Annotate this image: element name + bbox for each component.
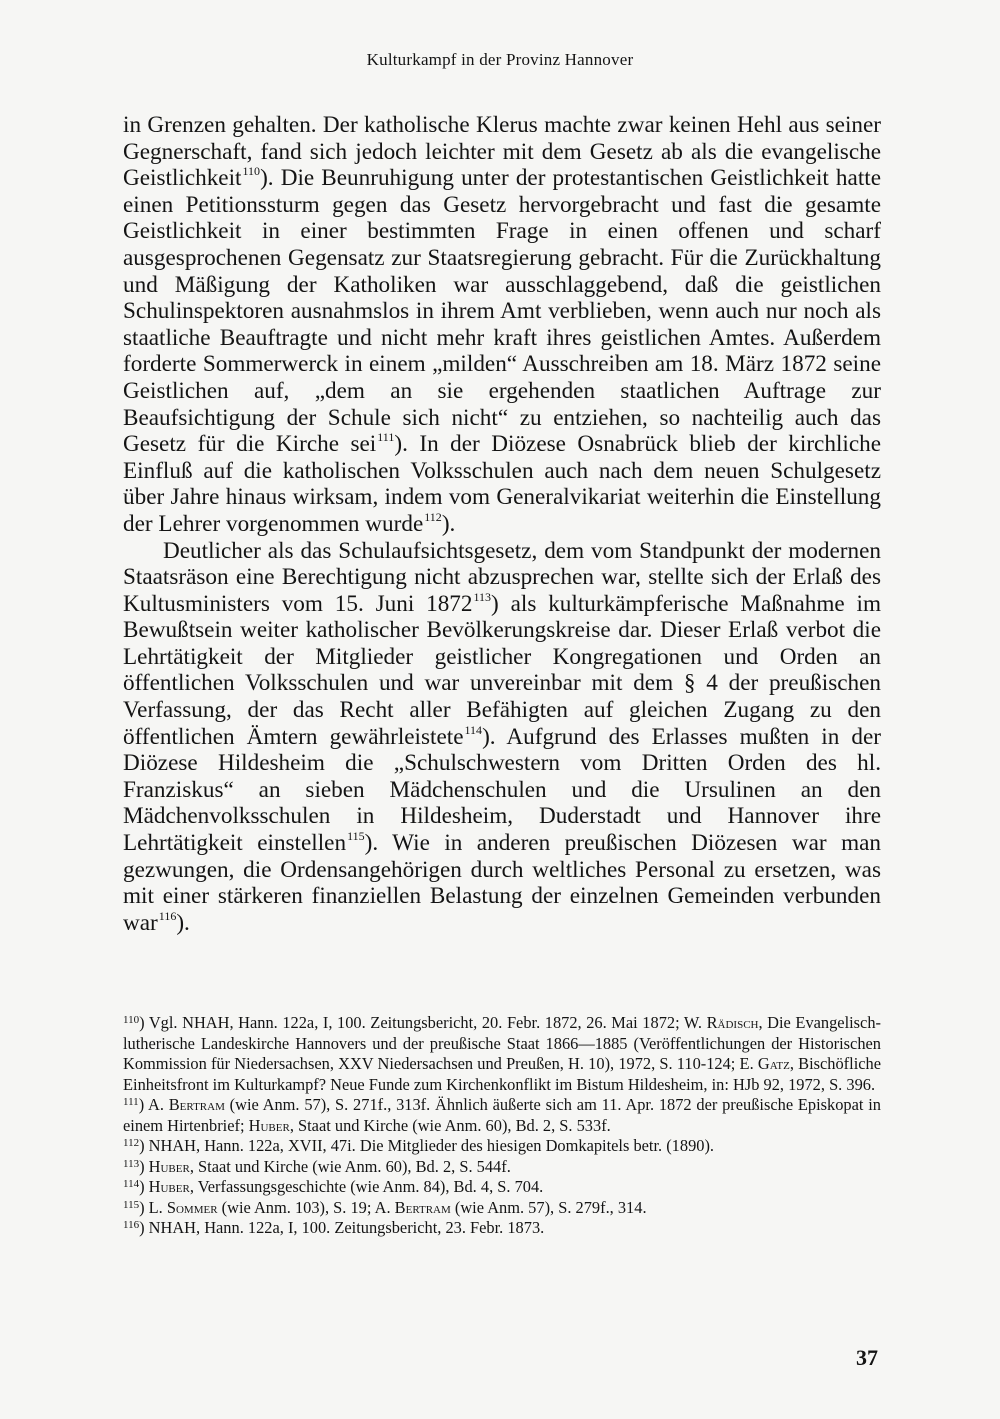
author-name: Bertram <box>168 1095 225 1114</box>
text-run: ). Aufgrund des Erlasses mußten in der Diözese Hildesheim die „Schulschwestern vom Dritten Orden des hl. Franziskus“ an sieben Mädchenschulen und die Ursulinen an den Mädchenvolksschulen in Hildesheim, Duderstadt und Hannover ihre Lehrtätigkeit einstellen <box>123 723 882 857</box>
text-run: (wie Anm. 103), S. 19; A. <box>217 1197 395 1217</box>
text-run: ). In der Diözese Osnabrück blieb der kirchliche Einfluß auf die katholischen Volksschulen auch nach dem neuen Schulgesetz über Jahre hinaus wirksam, indem vom Generalvikariat weiterhin die Einstellung der Lehrer vorgenommen wurde <box>123 431 882 537</box>
footnote-112 <box>123 1136 881 1157</box>
text-run: ) Vgl. NHAH, Hann. 122a, I, 100. Zeitungsbericht, 20. Febr. 1872, 26. Mai 1872; W. <box>139 1013 707 1032</box>
footnote-ref-113[interactable]: 113 <box>473 589 492 604</box>
text-run: ). Die Beunruhigung unter der protestantischen Geistlichkeit hatte einen Petitionssturm gegen das Gesetz hervorgebracht und fast die gesamte Geistlichkeit in einer bestimmten Frage in einen offenen und scharf ausgesprochenen Gegensatz zur Staatsregierung gebracht. Für die Zurückhaltung und Mäßigung der Katholiken war ausschlaggebend, daß die geistlichen Schulinspektoren ausnahmslos in ihrem Amt verblieben, wenn auch nur noch als staatliche Beauftragte und nicht mehr kraft ihres geistlichen Amtes. Außerdem forderte Sommerwerck in einem „milden“ Ausschreiben am 18. März 1872 seine Geistlichen auf, „dem an sie ergehenden staatlichen Auftrage zur Beaufsichtigung der Schule sich nicht“ zu entziehen, so nachteilig auch das Gesetz für die Kirche sei <box>123 165 881 458</box>
author-name: Rädisch <box>706 1013 759 1032</box>
footnote-ref-110[interactable]: 110 <box>242 164 261 179</box>
text-run: , Bischöfliche Einheitsfront im Kulturkampf? Neue Funde zum Kirchenkonflikt im Bistum Hildesheim, in: HJb 92, 1972, S. 396. <box>123 1054 881 1094</box>
footnote-115 <box>123 1198 881 1219</box>
text-run: ) NHAH, Hann. 122a, XVII, 47i. Die Mitglieder des hiesigen Domkapitels betr. (1890). <box>139 1136 715 1155</box>
running-head: Kulturkampf in der Provinz Hannover <box>366 50 634 69</box>
footnote-ref-114[interactable]: 114 <box>464 722 483 737</box>
footnote-number: 113 <box>123 1157 140 1170</box>
footnote-number: 116 <box>123 1219 140 1231</box>
footnotes <box>123 1013 881 1239</box>
text-run: ) L. <box>139 1197 167 1217</box>
text-run: (wie Anm. 57), S. 271f., 313f. Ähnlich äußerte sich am 11. Apr. 1872 der preußische Episkopat in einem Hirtenbrief; <box>123 1095 881 1135</box>
footnote-113 <box>123 1157 881 1178</box>
author-name: Huber <box>148 1177 190 1196</box>
author-name: Gatz <box>757 1054 790 1073</box>
text-run: ) <box>139 1156 149 1176</box>
text-run: ). Wie in anderen preußischen Diözesen war man gezwungen, die Ordensangehörigen durch weltliches Personal zu ersetzen, was mit einer stärkeren finanziellen Belastung der einzelnen Gemeinden verbunden war <box>123 830 881 936</box>
paragraph-1 <box>123 112 881 538</box>
text-run: ). <box>176 909 190 936</box>
page-number: 37 <box>856 1345 878 1370</box>
footnote-number: 112 <box>123 1137 140 1149</box>
author-name: Huber <box>248 1115 290 1135</box>
text-run: ) A. <box>138 1095 169 1114</box>
text-run: ) <box>139 1177 149 1196</box>
text-run: , Staat und Kirche (wie Anm. 60), Bd. 2, S. 533f. <box>289 1115 611 1135</box>
footnote-114 <box>123 1177 881 1198</box>
footnote-ref-116[interactable]: 116 <box>158 908 177 923</box>
text-run: Deutlicher als das Schulaufsichtsgesetz, dem vom Standpunkt der modernen Staatsräson eine Berechtigung nicht abzusprechen war, stellte sich der Erlaß des Kultusministers vom 15. Juni 1872 <box>123 537 881 617</box>
text-run: ) als kulturkämpferische Maßnahme im Bewußtsein weiter katholischer Bevölkerungskreise dar. Dieser Erlaß verbot die Lehrtätigkeit der Mitglieder geistlicher Kongregationen und Orden an öffentlichen Volksschulen und war unvereinbar mit dem § 4 der preußischen Verfassung, der das Recht aller Befähigten auf gleichen Zugang zu den öffentlichen Ämtern gewährleistete <box>123 590 881 750</box>
text-run: , Die Evangelisch-lutherische Landeskirche Hannovers und der preußische Staat 1866—1885 (Veröffentlichungen der Historischen Kommission für Niedersachsen, XXV Niedersachsen und Preußen, H. 10), 1972, S. 110-124; E. <box>123 1013 881 1073</box>
footnote-ref-111[interactable]: 111 <box>377 430 395 445</box>
footnote-number: 115 <box>123 1198 140 1211</box>
author-name: Huber <box>148 1156 190 1176</box>
footnote-116 <box>123 1218 881 1239</box>
footnote-number: 110 <box>123 1014 140 1026</box>
text-run: ) NHAH, Hann. 122a, I, 100. Zeitungsbericht, 23. Febr. 1873. <box>139 1218 545 1237</box>
text-run: (wie Anm. 57), S. 279f., 314. <box>450 1197 647 1217</box>
main-text <box>123 112 881 936</box>
text-run: , Verfassungsgeschichte (wie Anm. 84), Bd. 4, S. 704. <box>189 1177 544 1196</box>
paragraph-2 <box>123 538 881 937</box>
footnote-ref-112[interactable]: 112 <box>424 509 442 524</box>
author-name: Bertram <box>394 1197 451 1217</box>
author-name: Sommer <box>166 1197 218 1217</box>
footnote-ref-115[interactable]: 115 <box>347 829 365 844</box>
footnote-110 <box>123 1013 881 1095</box>
text-run: in Grenzen gehalten. Der katholische Klerus machte zwar keinen Hehl aus seiner Gegnerschaft, fand sich jedoch leichter mit dem Gesetz ab als die evangelische Geistlichkeit <box>123 112 881 192</box>
text-run: , Staat und Kirche (wie Anm. 60), Bd. 2, S. 544f. <box>189 1156 511 1176</box>
footnote-number: 111 <box>123 1096 139 1108</box>
footnote-111 <box>123 1095 881 1136</box>
footnote-number: 114 <box>123 1178 140 1190</box>
text-run: ). <box>441 510 456 537</box>
